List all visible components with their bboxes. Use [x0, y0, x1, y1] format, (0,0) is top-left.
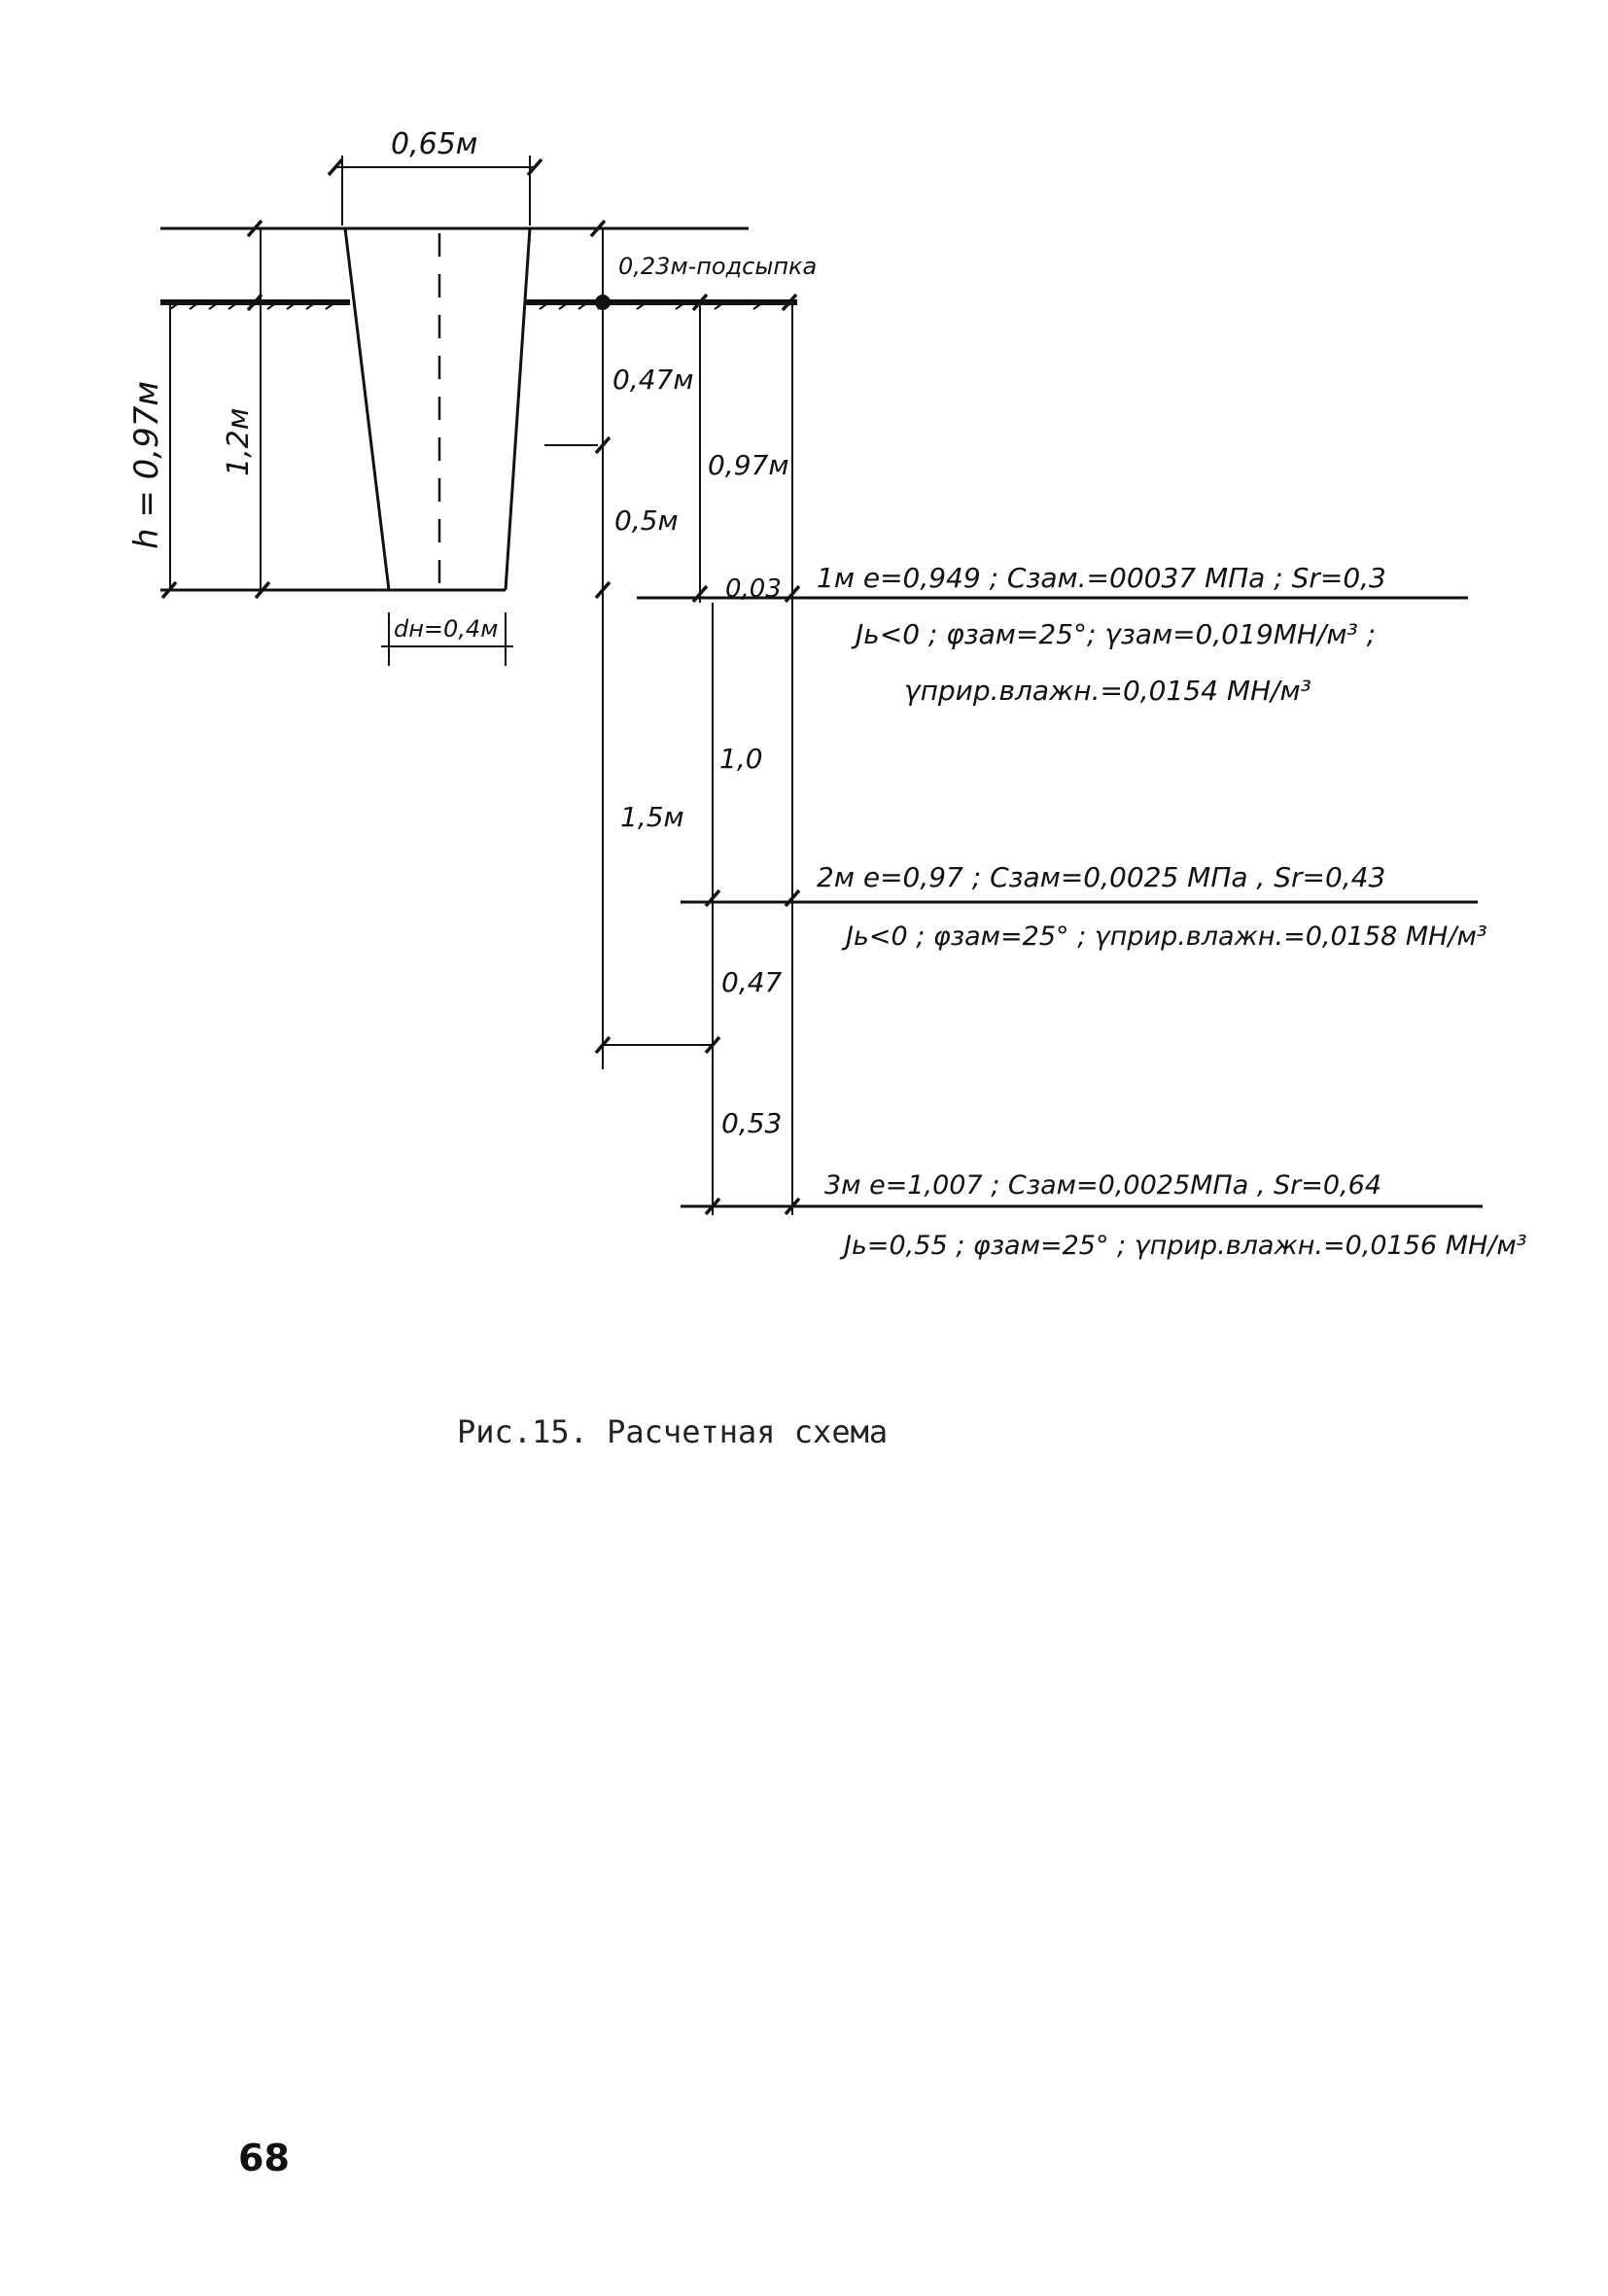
layer-3-line-1: 3м е=1,007 ; Сзам=0,0025МПа , Sr=0,64: [824, 1170, 1382, 1200]
layer-3-annotation: [824, 1170, 1527, 1261]
seg-003-label: 0,03: [725, 574, 782, 604]
layer-1-line-3: γприр.влажн.=0,0154 МН/м³: [904, 675, 1311, 707]
depth-total-label: 1,2м: [222, 407, 256, 476]
trench: [345, 228, 598, 590]
seg-05-label: 0,5м: [614, 504, 679, 537]
backfill-label: 0,23м-подсыпка: [618, 253, 818, 280]
layer-2-line-2: Jь<0 ; φзам=25° ; γприр.влажн.=0,0158 МН/м³: [846, 922, 1487, 952]
top-width-label: 0,65м: [391, 127, 478, 161]
layer-1-line-2: Jь<0 ; φзам=25°; γзам=0,019МН/м³ ;: [856, 618, 1377, 650]
top-width-dimension: [329, 127, 542, 226]
depth-chain-1: [596, 228, 693, 1069]
bottom-width-dimension: [381, 612, 513, 666]
depth-chain-2: [603, 302, 788, 1215]
bottom-width-label: dн=0,4м: [394, 615, 499, 643]
seg-10-label: 1,0: [719, 743, 763, 775]
seg-097-label: 0,97м: [708, 449, 789, 481]
seg-047b-label: 0,47: [721, 966, 783, 998]
figure-caption: Рис.15. Расчетная схема: [457, 1413, 889, 1450]
left-depth-dimensions: [127, 228, 261, 590]
layer-1-annotation: [817, 562, 1386, 707]
layer-1-line-1: 1м е=0,949 ; Сзам.=00037 МПа ; Sr=0,3: [817, 562, 1386, 594]
depth-chain-3: [786, 302, 799, 1215]
seg-047-label: 0,47м: [612, 364, 694, 396]
page-number: 68: [238, 2137, 290, 2179]
seg-053-label: 0,53: [721, 1107, 783, 1139]
h-label: h = 0,97м: [127, 380, 166, 549]
layer-2-line-1: 2м е=0,97 ; Сзам=0,0025 МПа , Sr=0,43: [817, 861, 1386, 893]
layer-2-annotation: [817, 861, 1487, 952]
layer-3-line-2: Jь=0,55 ; φзам=25° ; γприр.влажн.=0,0156 МН/м³: [844, 1231, 1527, 1261]
seg-15-label: 1,5м: [620, 801, 684, 833]
